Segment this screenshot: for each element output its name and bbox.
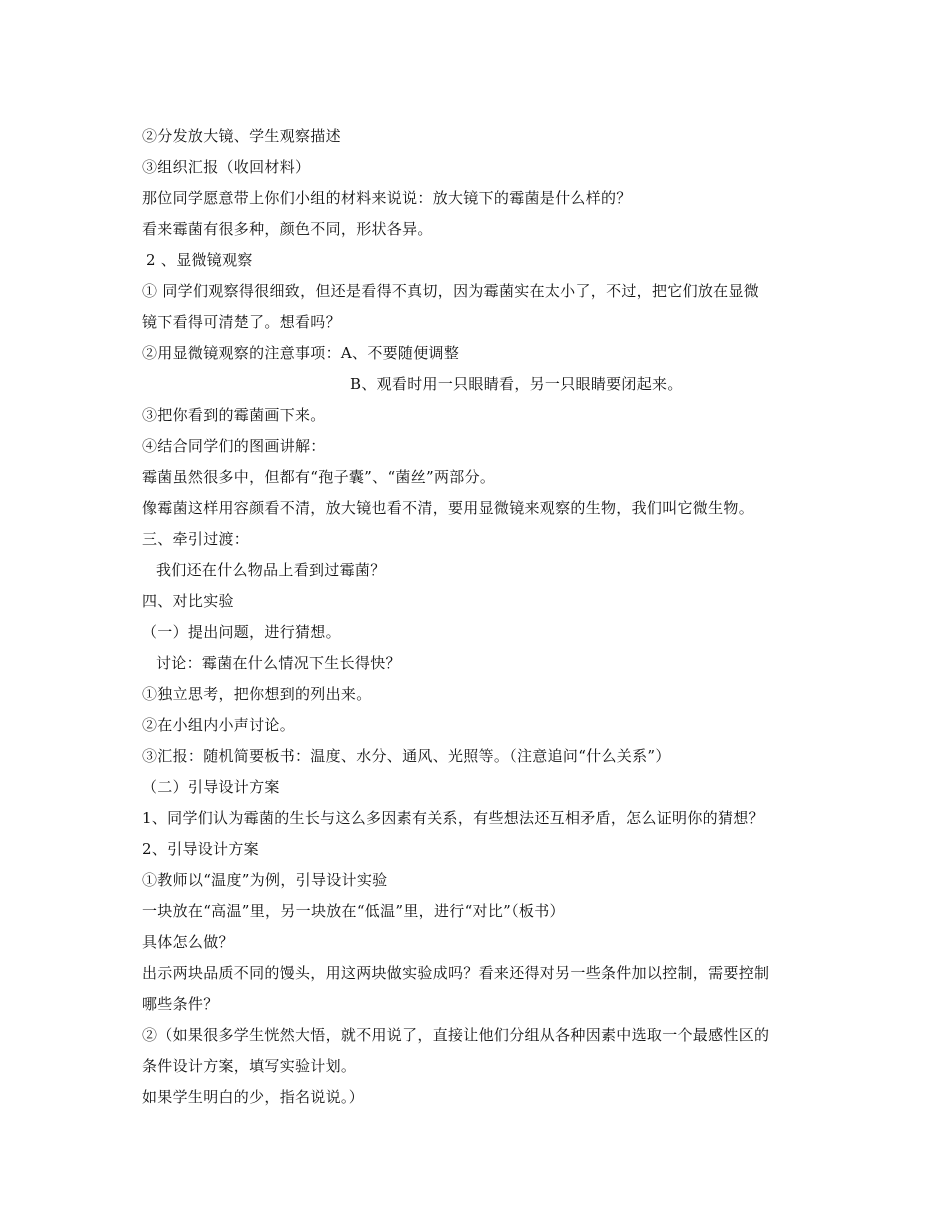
subsection-heading: （一）提出问题，进行猜想。 xyxy=(142,623,341,641)
text-line: 讨论：霉菌在什么情况下生长得快？ xyxy=(156,654,401,672)
text-line: 镜下看得可清楚了。想看吗？ xyxy=(142,313,341,331)
text-line: 具体怎么做？ xyxy=(142,933,234,951)
text-line: ③汇报：随机简要板书：温度、水分、通风、光照等。（注意追问“什么关系”） xyxy=(142,747,671,765)
text-line: ③组织汇报（收回材料） xyxy=(142,158,311,176)
text-line: B、观看时用一只眼睛看，另一只眼睛要闭起来。 xyxy=(350,375,683,393)
text-line: 一块放在“高温”里，另一块放在“低温”里，进行“对比”（板书） xyxy=(142,902,565,920)
text-line: ① 同学们观察得很细致，但还是看得不真切，因为霉菌实在太小了，不过，把它们放在显微 xyxy=(142,282,760,300)
section-heading: 四、对比实验 xyxy=(142,592,234,610)
text-line: ①教师以“温度”为例，引导设计实验 xyxy=(142,871,388,889)
text-line: 条件设计方案，填写实验计划。 xyxy=(142,1057,357,1075)
text-line: ②在小组内小声讨论。 xyxy=(142,716,296,734)
text-line: ①独立思考，把你想到的列出来。 xyxy=(142,685,372,703)
text-line: 看来霉菌有很多种，颜色不同，形状各异。 xyxy=(142,220,433,238)
text-line: 出示两块品质不同的馒头，用这两块做实验成吗？看来还得对另一些条件加以控制，需要控制 xyxy=(142,964,770,982)
section-heading: 2 、显微镜观察 xyxy=(146,251,253,269)
text-line: 哪些条件？ xyxy=(142,995,219,1013)
text-line: 那位同学愿意带上你们小组的材料来说说：放大镜下的霉菌是什么样的？ xyxy=(142,189,632,207)
text-line: 霉菌虽然很多中，但都有“孢子囊”、“菌丝”两部分。 xyxy=(142,468,496,486)
text-line: ②分发放大镜、学生观察描述 xyxy=(142,127,341,145)
text-line: ②用显微镜观察的注意事项：A、不要随便调整 xyxy=(142,344,460,362)
text-line: 像霉菌这样用容颜看不清，放大镜也看不清，要用显微镜来观察的生物，我们叫它微生物。 xyxy=(142,499,755,517)
text-line: ④结合同学们的图画讲解： xyxy=(142,437,326,455)
text-line: 1、同学们认为霉菌的生长与这么多因素有关系，有些想法还互相矛盾，怎么证明你的猜想？ xyxy=(142,809,764,827)
text-line: 如果学生明白的少，指名说说。） xyxy=(142,1088,365,1106)
text-line: 2、引导设计方案 xyxy=(142,840,259,858)
section-heading: 三、牵引过渡： xyxy=(142,530,250,548)
text-line: 我们还在什么物品上看到过霉菌？ xyxy=(156,561,386,579)
text-line: ②（如果很多学生恍然大悟，就不用说了，直接让他们分组从各种因素中选取一个最感性区的 xyxy=(142,1026,770,1044)
subsection-heading: （二）引导设计方案 xyxy=(142,778,280,796)
text-line: ③把你看到的霉菌画下来。 xyxy=(142,406,326,424)
document-body xyxy=(142,121,822,1113)
